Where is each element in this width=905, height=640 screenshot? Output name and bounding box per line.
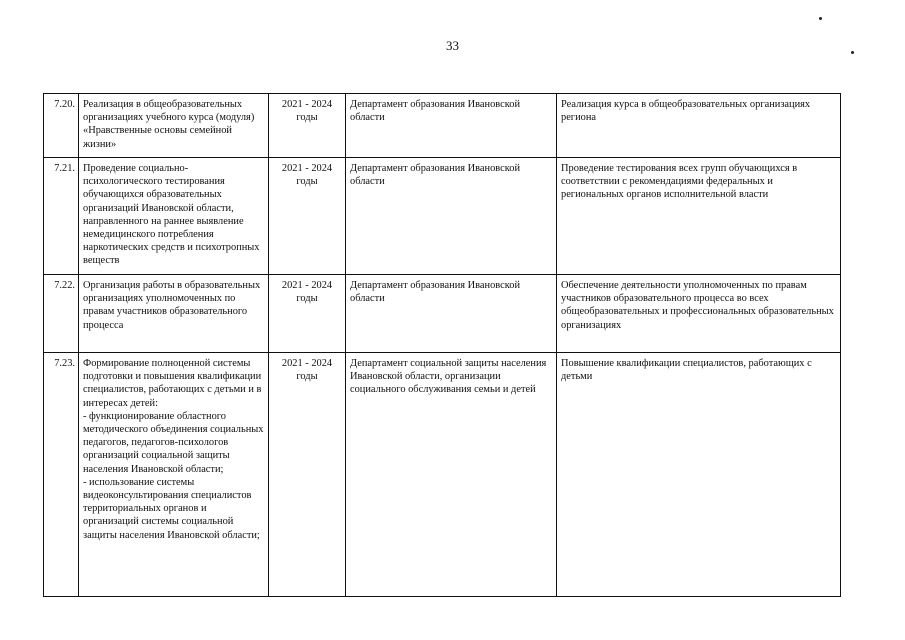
period-cell <box>269 94 346 158</box>
event-cell <box>79 353 269 597</box>
action-plan-table <box>43 93 841 597</box>
result-cell: Повышение квалификации специалистов, работающих с детьми <box>557 353 841 597</box>
period-cell <box>269 353 346 597</box>
event-text: Организация работы в образовательных организациях уполномоченных по правам участников образовательного процесса <box>83 280 261 331</box>
result-cell: Обеспечение деятельности уполномоченных по правам участников образовательного процесса во всех общеобразовательных и профессиональных образовательных организациях <box>557 275 841 353</box>
period-years: 2021 - 2024 <box>281 280 333 291</box>
table-row <box>44 158 841 275</box>
row-number: 7.21. <box>44 158 79 275</box>
table-row <box>44 353 841 597</box>
event-text: Реализация в общеобразовательных организациях учебного курса (модуля) «Нравственные основы семейной жизни» <box>83 99 255 150</box>
row-number: 7.22. <box>44 275 79 353</box>
table-row <box>44 275 841 353</box>
period-cell <box>269 158 346 275</box>
event-text: - функционирование областного методического объединения социальных педагогов, педагогов-психологов организаций социальной защиты населения Ивановской области; <box>83 410 264 475</box>
row-number: 7.20. <box>44 94 79 158</box>
period-unit: годы <box>296 293 318 305</box>
executor-cell: Департамент образования Ивановской области <box>346 275 557 353</box>
event-text: Проведение социально-психологического тестирования обучающихся образовательных организаций Ивановской области, направленного на раннее выявление немедицинского потребления наркотических средств и психотропных веществ <box>83 163 260 267</box>
event-text: - использование системы видеоконсультирования специалистов территориальных органов и организаций системы социальной защиты населения Ивановской области; <box>83 476 260 541</box>
period-cell <box>269 275 346 353</box>
period-unit: годы <box>296 371 318 383</box>
period-years: 2021 - 2024 <box>281 99 333 110</box>
period-years: 2021 - 2024 <box>281 358 333 369</box>
result-cell: Реализация курса в общеобразовательных организациях региона <box>557 94 841 158</box>
executor-cell: Департамент образования Ивановской области <box>346 158 557 275</box>
scan-speck <box>851 51 854 54</box>
event-cell <box>79 275 269 353</box>
page-number: 33 <box>446 38 459 53</box>
executor-cell: Департамент социальной защиты населения Ивановской области, организации социального обслуживания семьи и детей <box>346 353 557 597</box>
event-text: Формирование полноценной системы подготовки и повышения квалификации специалистов, работающих с детьми и в интересах детей: <box>83 358 262 409</box>
period-unit: годы <box>296 112 318 124</box>
scan-speck <box>819 17 822 20</box>
executor-cell: Департамент образования Ивановской области <box>346 94 557 158</box>
event-cell <box>79 94 269 158</box>
table-row <box>44 94 841 158</box>
row-number: 7.23. <box>44 353 79 597</box>
plan-table-body <box>44 94 841 597</box>
result-cell: Проведение тестирования всех групп обучающихся в соответствии с рекомендациями федеральных и региональных органов исполнительной власти <box>557 158 841 275</box>
period-unit: годы <box>296 176 318 188</box>
event-cell <box>79 158 269 275</box>
period-years: 2021 - 2024 <box>281 163 333 174</box>
